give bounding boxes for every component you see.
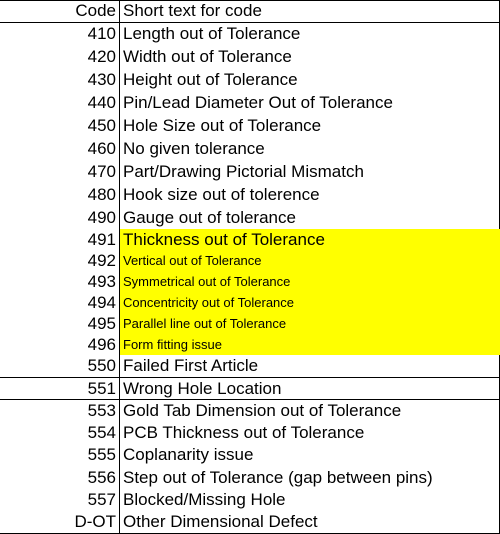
row-description: Form fitting issue [120,334,500,355]
row-description: Step out of Tolerance (gap between pins) [123,468,433,487]
table-row [0,511,500,533]
table-row [0,400,500,422]
row-description: Gauge out of tolerance [123,208,296,227]
row-code: 492 [87,251,116,270]
row-description: PCB Thickness out of Tolerance [123,423,365,442]
row-description: Symmetrical out of Tolerance [120,271,500,292]
row-code: 480 [87,185,116,204]
table-row [0,467,500,489]
row-description: Part/Drawing Pictorial Mismatch [123,162,364,181]
row-code: D-OT [74,512,116,531]
table-row [0,46,500,68]
row-description: Hook size out of tolerence [123,185,320,204]
table-top-border [0,0,500,1]
row-divider [0,399,500,400]
column-divider [119,0,120,534]
row-code: 410 [87,24,116,43]
row-code: 496 [87,335,116,354]
header-divider [0,22,500,23]
table-row [0,161,500,183]
row-description: Failed First Article [123,356,259,375]
table-row [0,334,500,355]
row-description: Vertical out of Tolerance [120,250,500,271]
row-code: 553 [87,401,116,420]
table-header-row [0,0,500,22]
row-divider [0,377,500,378]
row-code: 430 [87,70,116,89]
table-row [0,489,500,511]
table-row [0,115,500,137]
row-description: Height out of Tolerance [123,70,298,89]
table-row [0,444,500,466]
table-row [0,138,500,160]
table-row [0,69,500,91]
row-code: 440 [87,93,116,112]
row-description: Hole Size out of Tolerance [123,116,322,135]
table-row [0,292,500,313]
table-row [0,378,500,400]
row-code: 556 [87,468,116,487]
table-row [0,229,500,250]
row-description: Concentricity out of Tolerance [120,292,500,313]
row-code: 491 [87,230,116,249]
row-description: Other Dimensional Defect [123,512,318,531]
row-description: Blocked/Missing Hole [123,490,286,509]
table-row [0,92,500,114]
code-column-header: Code [75,1,116,20]
table-row [0,271,500,292]
row-description: Parallel line out of Tolerance [120,313,500,334]
table-row [0,313,500,334]
row-code: 550 [87,356,116,375]
row-description: Thickness out of Tolerance [120,229,500,250]
row-code: 470 [87,162,116,181]
row-code: 551 [87,379,116,398]
table-row [0,250,500,271]
row-description: No given tolerance [123,139,265,158]
row-code: 420 [87,47,116,66]
table-row [0,184,500,206]
table-row [0,207,500,229]
row-code: 460 [87,139,116,158]
row-code: 495 [87,314,116,333]
row-code: 494 [87,293,116,312]
row-code: 490 [87,208,116,227]
row-description: Length out of Tolerance [123,24,301,43]
description-column-header: Short text for code [123,1,262,20]
row-code: 450 [87,116,116,135]
row-description: Coplanarity issue [123,445,254,464]
row-description: Pin/Lead Diameter Out of Tolerance [123,93,393,112]
row-description: Gold Tab Dimension out of Tolerance [123,401,402,420]
row-description: Width out of Tolerance [123,47,292,66]
row-description: Wrong Hole Location [123,379,282,398]
table-row [0,355,500,377]
row-code: 493 [87,272,116,291]
table-row [0,23,500,45]
row-code: 554 [87,423,116,442]
table-row [0,422,500,444]
row-code: 555 [87,445,116,464]
row-code: 557 [87,490,116,509]
